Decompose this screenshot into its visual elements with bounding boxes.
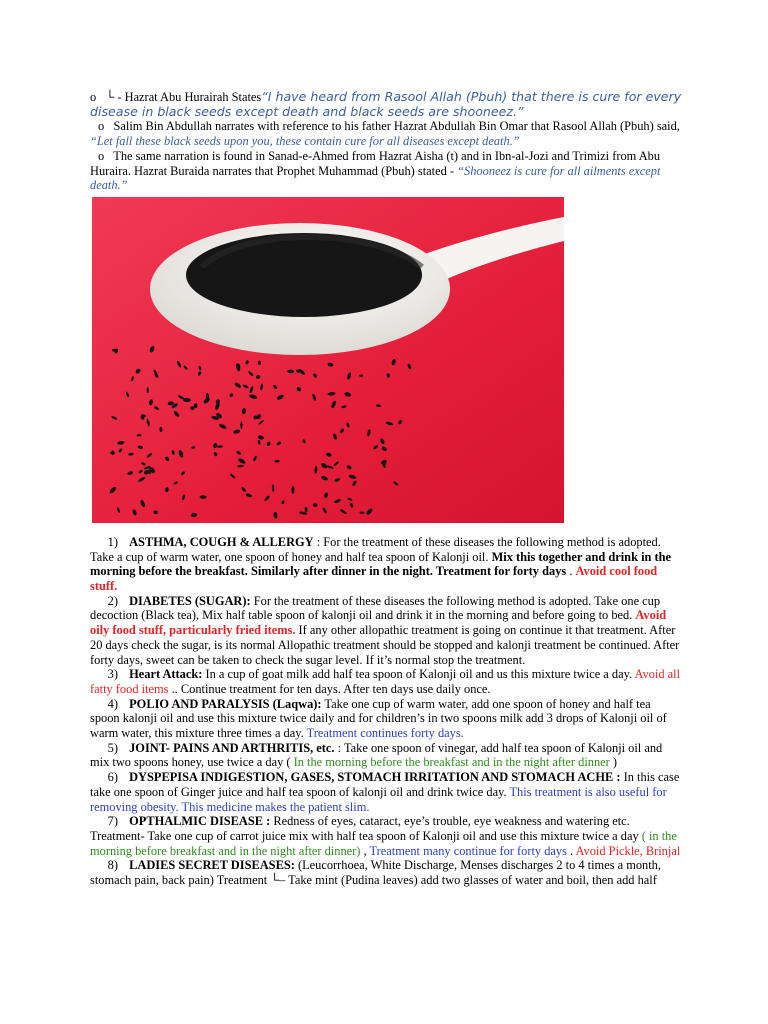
- item-title: POLIO AND PARALYSIS (Laqwa):: [129, 696, 322, 711]
- seed: [291, 486, 294, 494]
- hadith-prefix: - Hazrat Abu Hurairah States: [117, 90, 262, 104]
- sep: .: [566, 843, 576, 858]
- item-text: In a cup of goat milk add half tea spoon of Kalonji oil and us this mixture twice a day.: [202, 667, 635, 682]
- item-warning: Avoid cool food stuff.: [90, 564, 658, 594]
- item-timing: In the morning before the breakfast and in the night after dinner: [293, 755, 610, 770]
- item-text: : Take one spoon of vinegar, add half tea spoon of Kalonji oil and mix two spoons honey, use twice a day (: [90, 740, 663, 770]
- item-title: DIABETES (SUGAR):: [129, 593, 251, 608]
- list-item: [90, 594, 682, 668]
- list-item: [90, 770, 682, 814]
- item-number: 1): [107, 534, 118, 549]
- item-number: 4): [107, 696, 118, 711]
- treatment-list: [90, 535, 682, 888]
- black-seeds-photo: [92, 197, 564, 523]
- item-text: : For the treatment of these diseases the following method is adopted. Take a cup of warm water, one spoon of honey and half tea spoon of Kalonji oil.: [90, 534, 661, 564]
- item-text: In this case take one spoon of Ginger juice and half tea spoon of kalonji oil and drink twice day.: [90, 770, 680, 799]
- item-title: OPTHALMIC DISEASE :: [129, 814, 271, 829]
- bullet: o: [90, 90, 97, 104]
- item-note: Treatment continues forty days.: [306, 726, 464, 741]
- item-note: This treatment is also useful for removing obesity. This medicine makes the patient slim.: [90, 784, 667, 814]
- item-text: If any other allopathic treatment is going on continue it that treatment. After 20 days check the sugar, is its normal Allopathic treatment should be stopped and kalonji treatment be continued. After forty days, sweet can be taken to check the sugar level. If it’s normal stop the treatment.: [90, 623, 680, 667]
- hadith-text: The same narration is found in Sanad-e-Ahmed from Hazrat Aisha (t) and in Ibn-al-Jozi and Trimizi from Abu Huraira. Hazrat Buraida narrates that Prophet Muhammad (Pbuh) stated -: [90, 148, 661, 178]
- bullet: o: [98, 148, 105, 163]
- item-number: 5): [107, 740, 118, 755]
- list-item: [90, 741, 682, 770]
- item-bold: Mix this together and drink in the morning before the breakfast. Similarly after dinner in the night. Treatment for forty days: [90, 549, 672, 579]
- list-item: [90, 697, 682, 741]
- item-number: 7): [107, 814, 118, 829]
- list-item: [90, 858, 682, 887]
- sep: .: [566, 564, 576, 579]
- item-title: LADIES SECRET DISEASES:: [129, 858, 295, 873]
- item-number: 8): [107, 858, 118, 873]
- document-page: [90, 90, 682, 888]
- item-title: JOINT- PAINS AND ARTHRITIS, etc.: [129, 740, 335, 755]
- bullet: o: [98, 119, 105, 134]
- mark: └: [105, 90, 115, 104]
- sep: ,: [360, 843, 370, 858]
- hadith-line-3: [90, 149, 682, 193]
- hadith-line-1: [90, 90, 682, 119]
- list-item: [90, 667, 682, 696]
- hadith-quote: “Let fall these black seeds upon you, these contain cure for all diseases except death.: [90, 134, 513, 149]
- hadith-quote: “I have heard from Rasool Allah (Pbuh) that there is cure for every disease in black seeds except death and black seeds are shooneez.: [90, 89, 682, 119]
- item-note: Treatment many continue for forty days: [369, 843, 567, 858]
- item-text: For the treatment of these diseases the following method is adopted. Take one cup decoction (Black tea), Mix half table spoon of kalonji oil and drink it in the morning and before going to bed.: [90, 593, 661, 623]
- item-text: ): [609, 755, 618, 770]
- item-warning: Avoid Pickle, Brinjal: [575, 843, 681, 858]
- item-text: .. Continue treatment for ten days. After ten days use daily once.: [168, 681, 491, 696]
- quote-end: ”: [512, 134, 520, 149]
- list-item: [90, 814, 682, 858]
- seed: [183, 398, 191, 402]
- hadith-line-2: [90, 119, 682, 148]
- item-title: Heart Attack:: [129, 667, 203, 682]
- item-title: ASTHMA, COUGH & ALLERGY: [129, 534, 314, 549]
- item-number: 2): [107, 593, 118, 608]
- item-warning: Avoid all fatty food items: [90, 667, 681, 696]
- hadith-text: Salim Bin Abdullah narrates with reference to his father Hazrat Abdullah Bin Omar that Rasool Allah (Pbuh) said,: [113, 119, 680, 134]
- item-text: Redness of eyes, cataract, eye’s trouble, eye weakness and watering etc. Treatment- Take one cup of carrot juice mix with half tea spoon of Kalonji oil and use this mixture twice a day: [90, 814, 642, 843]
- list-item: [90, 535, 682, 594]
- item-timing: ( in the morning before breakfast and in the night after dinner): [90, 828, 677, 858]
- item-title: DYSPEPISA INDIGESTION, GASES, STOMACH IRRITATION AND STOMACH ACHE :: [129, 770, 621, 785]
- item-number: 6): [107, 770, 118, 785]
- item-number: 3): [107, 667, 118, 682]
- quote-end: ”: [517, 103, 524, 119]
- item-warning: Avoid oily food stuff, particularly fried items.: [90, 608, 667, 638]
- hadith-quote: “Shooneez is cure for all ailments except death.: [90, 163, 661, 193]
- item-text: (Leucorrhoea, White Discharge, Menses discharges 2 to 4 times a month, stomach pain, back pain) Treatment └– Take mint (Pudina leaves) add two glasses of water and boil, then add half: [90, 858, 661, 888]
- quote-end: ”: [120, 178, 128, 193]
- item-text: Take one cup of warm water, add one spoon of honey and half tea spoon kalonji oil and use this mixture twice daily and for children’s in two spoons milk add 3 drops of Kalonji oil of warm water, this mixture three times a day.: [90, 696, 667, 741]
